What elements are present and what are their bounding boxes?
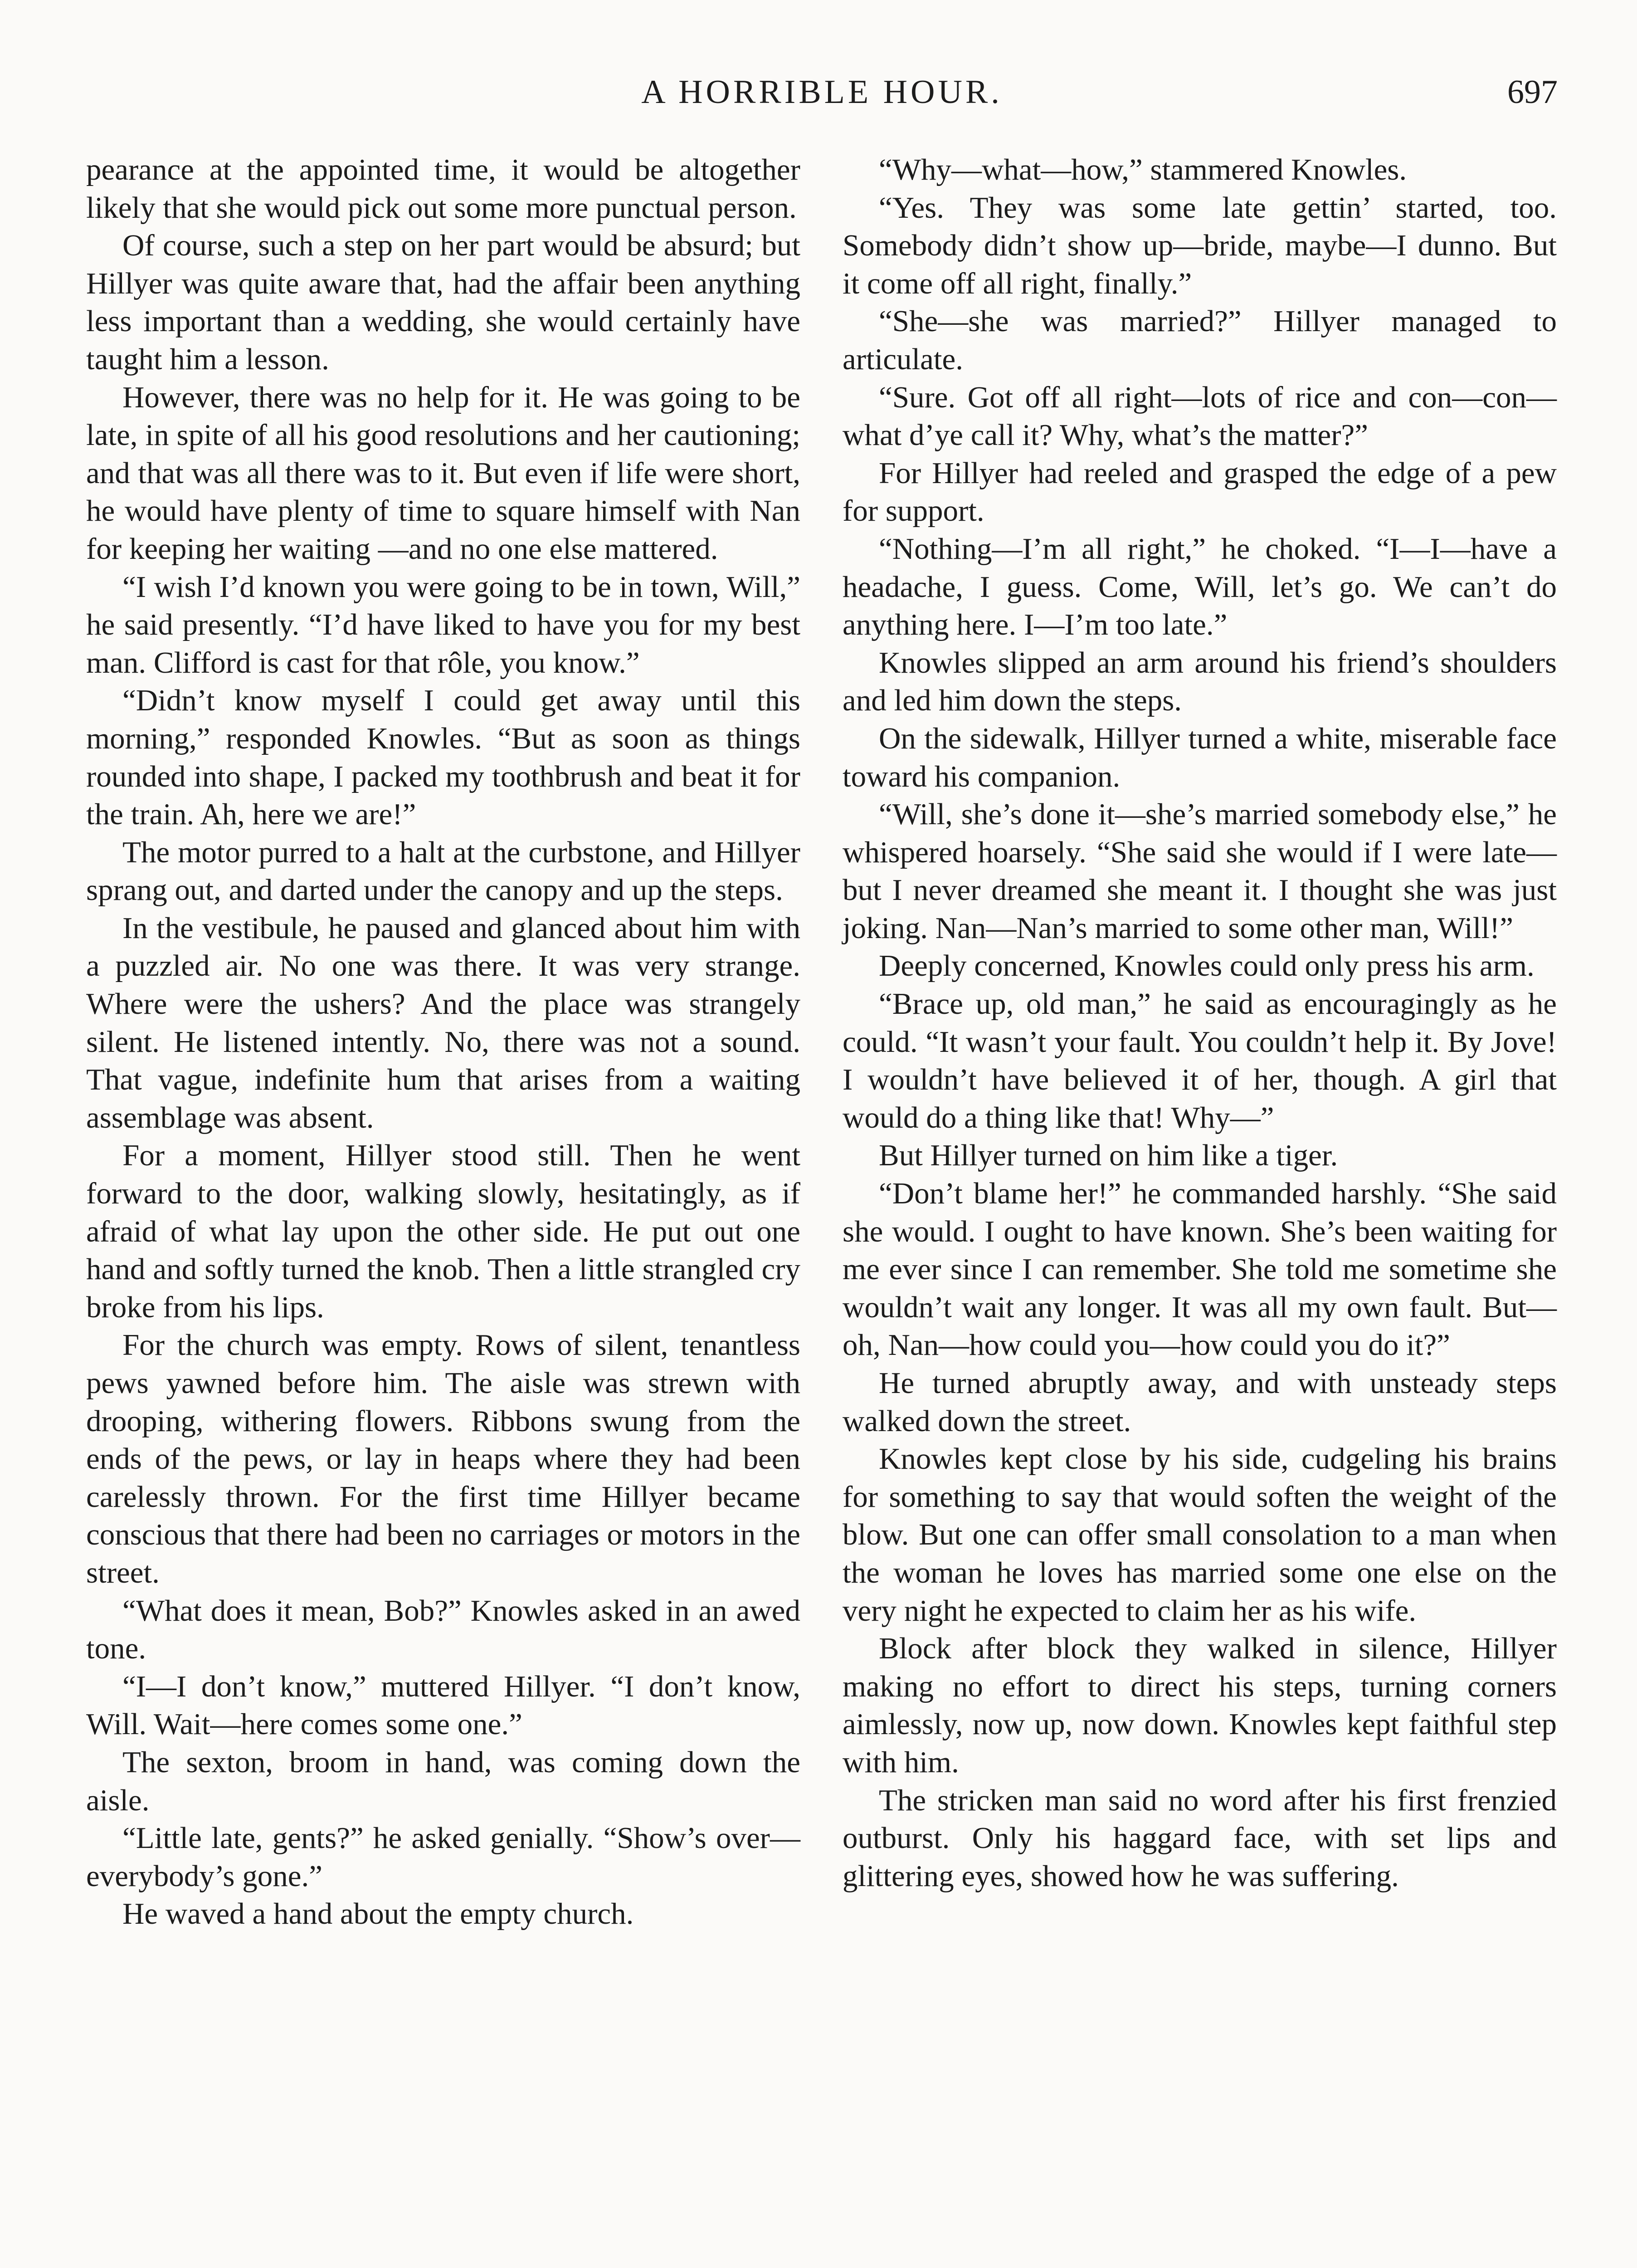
paragraph: Block after block they walked in silence, Hillyer making no effort to direct his steps, turning corners aimlessly, now up, now down. Knowles kept faithful step with him.	[843, 1632, 1557, 1779]
paragraph: “What does it mean, Bob?” Knowles asked in an awed tone.	[86, 1593, 800, 1666]
left-column	[86, 151, 800, 1933]
paragraph: Knowles kept close by his side, cudgeling his brains for something to say that would soften the weight of the blow. But one can offer small consolation to a man when the woman he loves has married some one else on the very night he expected to claim her as his wife.	[843, 1442, 1557, 1628]
paragraph: “Don’t blame her!” he commanded harshly. “She said she would. I ought to have known. She’s been waiting for me ever since I can remember. She told me sometime she wouldn’t wait any longer. It was all my own fault. But—oh, Nan—how could you—how could you do it?”	[843, 1177, 1557, 1362]
paragraph: Of course, such a step on her part would be absurd; but Hillyer was quite aware that, had the affair been anything less important than a wedding, she would certainly have taught him a lesson.	[86, 229, 800, 376]
paragraph: “Nothing—I’m all right,” he choked. “I—I—have a headache, I guess. Come, Will, let’s go. We can’t do anything here. I—I’m too late.”	[843, 532, 1557, 642]
paragraph: However, there was no help for it. He was going to be late, in spite of all his good resolutions and her cautioning; and that was all there was to it. But even if life were short, he would have plenty of time to square himself with Nan for keeping her waiting —and no one else mattered.	[86, 380, 800, 566]
paragraph: “Why—what—how,” stammered Knowles.	[879, 153, 1407, 186]
page-header	[86, 67, 1558, 117]
paragraph: “Didn’t know myself I could get away until this morning,” responded Knowles. “But as soon as things rounded into shape, I packed my toothbrush and beat it for the train. Ah, here we are!”	[86, 684, 800, 831]
paragraph: “She—she was married?” Hillyer managed to articulate.	[843, 304, 1557, 376]
paragraph: On the sidewalk, Hillyer turned a white, miserable face toward his companion.	[843, 721, 1557, 793]
paragraph: He turned abruptly away, and with unsteady steps walked down the street.	[843, 1366, 1557, 1438]
paragraph: For Hillyer had reeled and grasped the edge of a pew for support.	[843, 456, 1557, 528]
paragraph: But Hillyer turned on him like a tiger.	[879, 1139, 1338, 1173]
paragraph: Deeply concerned, Knowles could only press his arm.	[879, 949, 1535, 983]
paragraph: The motor purred to a halt at the curbstone, and Hillyer sprang out, and darted under the canopy and up the steps.	[86, 835, 800, 907]
page-number: 697	[1507, 73, 1558, 111]
paragraph: “I wish I’d known you were going to be in town, Will,” he said presently. “I’d have liked to have you for my best man. Clifford is cast for that rôle, you know.”	[86, 570, 800, 679]
right-column	[843, 151, 1557, 1895]
paragraph: “I—I don’t know,” muttered Hillyer. “I don’t know, Will. Wait—here comes some one.”	[86, 1669, 800, 1741]
paragraph: In the vestibule, he paused and glanced about him with a puzzled air. No one was there. It was very strange. Where were the ushers? And the place was strangely silent. He listened intently. No, there was not a sound. That vague, indefinite hum that arises from a waiting assemblage was absent.	[86, 911, 800, 1134]
paragraph: “Will, she’s done it—she’s married somebody else,” he whispered hoarsely. “She said she would if I were late—but I never dreamed she meant it. I thought she was just joking. Nan—Nan’s married to some other man, Will!”	[843, 797, 1557, 945]
paragraph: The stricken man said no word after his first frenzied outburst. Only his haggard face, with set lips and glittering eyes, showed how he was suffering.	[843, 1783, 1557, 1893]
paragraph: “Yes. They was some late gettin’ started, too. Somebody didn’t show up—bride, maybe—I dunno. But it come off all right, finally.”	[843, 191, 1557, 300]
paragraph: “Sure. Got off all right—lots of rice and con—con—what d’ye call it? Why, what’s the matter?”	[843, 380, 1557, 452]
paragraph: He waved a hand about the empty church.	[122, 1897, 634, 1931]
paragraph: For a moment, Hillyer stood still. Then he went forward to the door, walking slowly, hesitatingly, as if afraid of what lay upon the other side. He put out one hand and softly turned the knob. Then a little strangled cry broke from his lips.	[86, 1139, 800, 1324]
paragraph: “Little late, gents?” he asked genially. “Show’s over—everybody’s gone.”	[86, 1821, 800, 1893]
paragraph: For the church was empty. Rows of silent, tenantless pews yawned before him. The aisle was strewn with drooping, withering flowers. Ribbons swung from the ends of the pews, or lay in heaps where they had been carelessly thrown. For the first time Hillyer became conscious that there had been no carriages or motors in the street.	[86, 1328, 800, 1589]
paragraph: The sexton, broom in hand, was coming down the aisle.	[86, 1745, 800, 1817]
paragraph: pearance at the appointed time, it would be altogether likely that she would pick out some more punctual person.	[86, 153, 800, 225]
paragraph: “Brace up, old man,” he said as encouragingly as he could. “It wasn’t your fault. You couldn’t help it. By Jove! I wouldn’t have believed it of her, though. A girl that would do a thing like that! Why—”	[843, 987, 1557, 1134]
paragraph: Knowles slipped an arm around his friend’s shoulders and led him down the steps.	[843, 645, 1557, 718]
running-head: A HORRIBLE HOUR.	[641, 73, 1003, 111]
